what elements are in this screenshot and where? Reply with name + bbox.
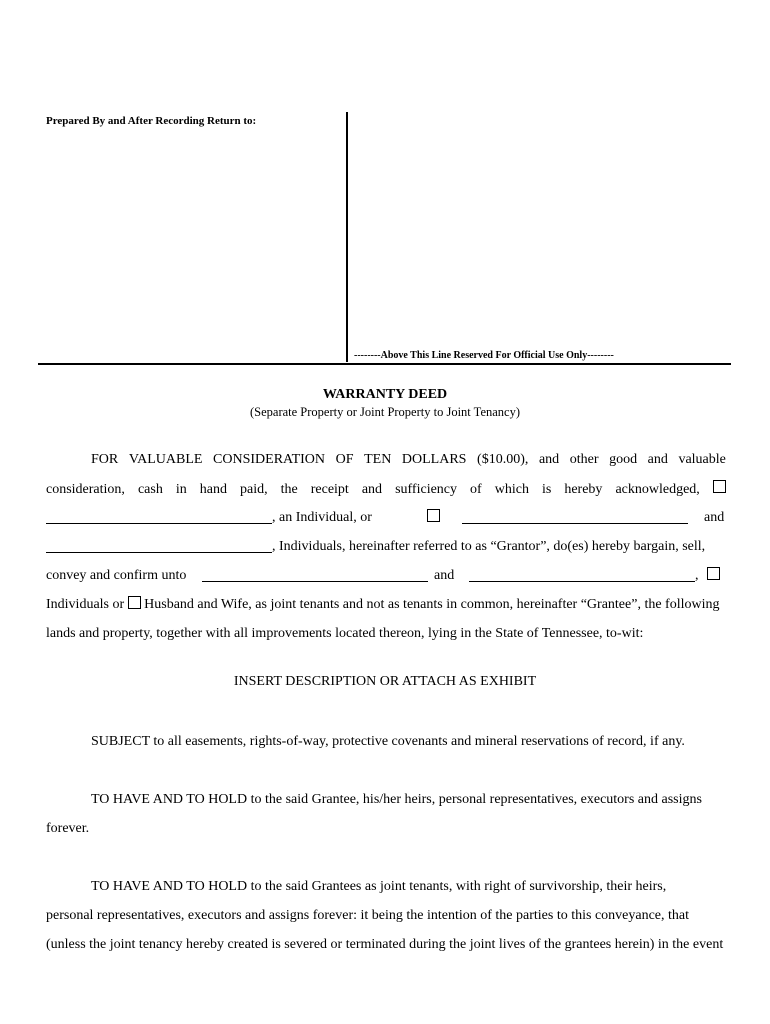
word: TEN [364,452,392,467]
word: which [494,482,529,497]
deed-subtitle: (Separate Property or Joint Property to Joint Tenancy) [249,405,520,419]
word: acknowledged, [615,482,700,497]
word: and [647,452,668,467]
grantor-individual-text: , an Individual, or [272,510,372,525]
grantee-definition-text: Husband and Wife, as joint tenants and not as tenants in common, hereinafter “Grantee”, the following [144,597,720,612]
word: valuable [678,452,726,467]
word: other [569,452,599,467]
word: and [538,452,560,467]
habendum1-line1: TO HAVE AND TO HOLD to the said Grantee, his/her heirs, personal representatives, executors and assigns [91,792,702,807]
word: and [361,482,383,497]
grantee-individuals-checkbox[interactable] [707,567,720,580]
word: the [280,482,298,497]
reserved-line-label: --------Above This Line Reserved For Official Use Only-------- [354,350,614,361]
habendum2-line2: personal representatives, executors and assigns forever: it being the intention of the parties to this conveyance, that [46,908,690,923]
word: OF [335,452,354,467]
grantee-name-blank-2[interactable] [469,569,695,582]
word: CONSIDERATION [213,452,326,467]
word: good [609,452,638,467]
and-text: and [434,568,455,583]
word: hand [199,482,227,497]
recording-divider-vertical [346,112,348,362]
word: DOLLARS [401,452,467,467]
word: of [470,482,482,497]
para1-line6 [46,596,726,614]
prepared-by-label: Prepared By and After Recording Return to: [46,115,257,127]
word: hereby [564,482,603,497]
word: ($10.00), [477,452,529,467]
word: cash [137,482,163,497]
grantor-name-blank-3[interactable] [46,540,272,553]
husband-wife-checkbox[interactable] [128,596,141,609]
individuals-or-text: Individuals or [46,597,125,612]
grantor-name-blank-1[interactable] [46,511,272,524]
deed-title: WARRANTY DEED [322,387,448,402]
grantor-name-blank-2[interactable] [462,511,688,524]
individuals-checkbox[interactable] [427,509,440,522]
word: VALUABLE [128,452,203,467]
word: in [175,482,187,497]
word: paid, [239,482,268,497]
grantee-name-blank-1[interactable] [202,569,428,582]
word: FOR [91,452,119,467]
para1-line1 [91,451,726,469]
word: is [541,482,552,497]
word: consideration, [46,482,125,497]
para1-line7: lands and property, together with all improvements located thereon, lying in the State of Tennessee, to-wit: [46,626,644,641]
habendum2-line3: (unless the joint tenancy hereby created is severed or terminated during the joint lives of the grantees herein) in the event [46,937,724,952]
para1-line2 [46,480,726,499]
recording-divider-horizontal [38,363,731,365]
convey-text: convey and confirm unto [46,568,187,583]
word: sufficiency [395,482,458,497]
word: receipt [310,482,349,497]
habendum2-line1: TO HAVE AND TO HOLD to the said Grantees as joint tenants, with right of survivorship, their heirs, [91,879,667,894]
individual-checkbox[interactable] [713,480,726,493]
subject-clause: SUBJECT to all easements, rights-of-way, protective covenants and mineral reservations of record, if any. [91,734,685,749]
and-text: and [704,510,725,525]
grantor-definition-text: , Individuals, hereinafter referred to as “Grantor”, do(es) hereby bargain, sell, [272,539,706,554]
insert-description-heading: INSERT DESCRIPTION OR ATTACH AS EXHIBIT [233,674,537,689]
comma-text: , [695,568,699,583]
habendum1-line2: forever. [46,821,90,836]
